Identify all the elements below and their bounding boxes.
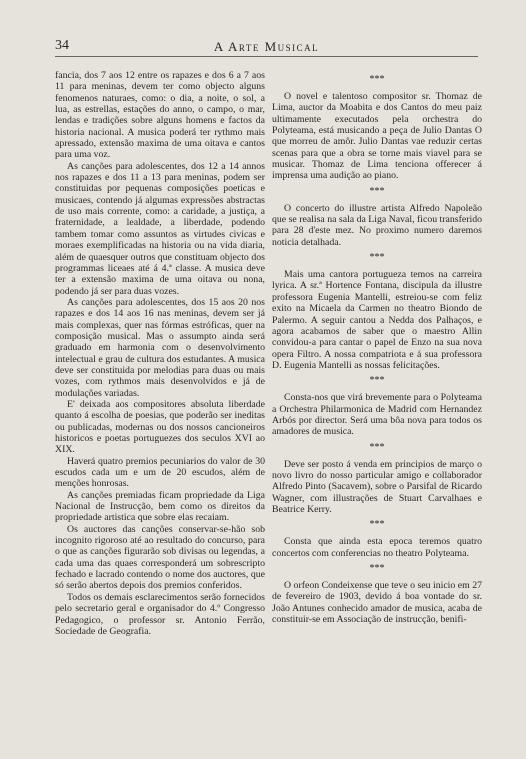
news-item: O orfeon Condeixense que teve o seu inicio em 27 de fevereiro de 1903, devido á boa vontade do sr. João Antunes conhecido amador de musica, acaba de constituir-se em Associação de instrucção, benifi- bbox=[272, 580, 482, 626]
page-number: 34 bbox=[55, 38, 69, 53]
paragraph: Haverá quatro premios pecuniarios do valor de 30 escudos cada um e um de 20 escudos, além de menções honrosas. bbox=[55, 455, 265, 490]
section-divider: *** bbox=[369, 74, 385, 85]
section-divider: *** bbox=[369, 441, 385, 453]
news-item: O novel e talentoso compositor sr. Thomaz de Lima, auctor da Moabita e dos Cantos do meu paiz ultimamente executados pela orchestra do Polyteama, está musicando a peça de Julio Dantas O que morreu de amôr. Julio Dantas vae reduzir certas scenas para que a obra se torne mais viavel para se musicar. Thomaz de Lima tenciona offerecer á imprensa uma audição ao piano. bbox=[272, 91, 482, 182]
right-column bbox=[272, 70, 482, 625]
section-divider: *** bbox=[369, 375, 385, 387]
header-rule bbox=[55, 56, 478, 57]
running-head bbox=[55, 34, 478, 56]
news-item: Consta que ainda esta epoca teremos quatro concertos com conferencias no theatro Polyteama. bbox=[272, 536, 482, 559]
paragraph: fancia, dos 7 aos 12 entre os rapazes e dos 6 a 7 aos 11 para meninas, devem ter como objecto alguns fenomenos naturaes, como: o dia, a noite, o sol, a lua, as estrellas, estações do anno, o campo, o mar, lendas e tradições sobre alguns homens e factos da historia nacional. A musica poderá ter rythmo mais apressado, extensão maxima de uma oitava e cantos para uma voz. bbox=[55, 70, 265, 161]
journal-title: A Arte Musical bbox=[213, 39, 320, 54]
section-divider: *** bbox=[369, 519, 385, 531]
left-column bbox=[55, 70, 265, 637]
paragraph: As canções para adolescentes, dos 12 a 14 annos nos rapazes e dos 11 a 13 para meninas, podem ser constituidas por pequenas composições poeticas e musicaes, contendo já algumas expressões abstractas de uso mais corrente, como: a caridade, a justiça, a fraternidade, a lealdade, a liberdade, podendo tambem tomar como assuntos as virtudes civicas e moraes exemplificadas na historia ou na vida diaria, além de quaesquer outros que constituam objecto dos programmas liceaes até á 4.ª classe. A musica deve ter a extensão maxima de uma oitava ou nona, podendo já ser para duas vozes. bbox=[55, 160, 265, 297]
paragraph: Os auctores das canções conservar-se-hão sob incognito rigoroso até ao resultado do concurso, para o que as canções figurarão sob divisas ou legendas, a cada uma das quaes corresponderá um sobrescripto fechado e lacrado contendo o nome dos auctores, que só serão abertos depois dos premios conferidos. bbox=[55, 523, 265, 592]
news-item: Consta-nos que virá brevemente para o Polyteama a Orchestra Philarmonica de Madrid com Hernandez Arbós por director. Será uma bôa nova para todos os amadores de musica. bbox=[272, 392, 482, 438]
section-divider: *** bbox=[369, 252, 385, 264]
paragraph: E' deixada aos compositores absoluta liberdade quanto á escolha de poesias, que poderão ser ineditas ou publicadas, modernas ou dos nossos cancioneiros historicos e poetas portuguezes dos seculos XVI ao XIX. bbox=[55, 398, 265, 456]
news-item: Mais uma cantora portugueza temos na carreira lyrica. A sr.ª Hortence Fontana, discipula da illustre professora Eugenia Mantelli, estreiou-se com feliz exito na Micaela da Carmen no theatro Biondo de Palermo. A seguir cantou a Nedda dos Palhaços, e agora acabamos de saber que o maestro Allin convidou-a para cantar o papel de Enzo na sua nova opera Filtro. A nossa compatriota e á sua professora D. Eugenia Mantelli as nossas felicitações. bbox=[272, 269, 482, 371]
news-item: Deve ser posto á venda em principios de março o novo livro do nosso particular amigo e collaborador Alfredo Pinto (Sacavem), sobre o Parsifal de Ricardo Wagner, com illustrações de Stuart Carvalhaes e Beatrice Kerry. bbox=[272, 458, 482, 515]
paragraph: As canções para adolescentes, dos 15 aos 20 nos rapazes e dos 14 aos 16 nas meninas, devem ser já mais complexas, quer nas fórmas estróficas, quer na composição musical. Mas o assumpto ainda será graduado em harmonia com o desenvolvimento intelectual e grau de cultura dos estudantes. A musica deve ser constituida por melodias para duas ou mais vozes, com rythmos mais desenvolvidos e já de modulações variadas. bbox=[55, 296, 265, 399]
paragraph: Todos os demais esclarecimentos serão fornecidos pelo secretario geral e organisador do 4.º Congresso Pedagogico, o professor sr. Antonio Ferrão, Sociedade de Geografia. bbox=[55, 591, 265, 637]
section-divider: *** bbox=[369, 185, 385, 197]
paragraph: As canções premiadas ficam propriedade da Liga Nacional de Instrucção, bem como os direitos da propriedade artistica que sobre elas recaiam. bbox=[55, 489, 265, 524]
news-item: O concerto do illustre artista Alfredo Napoleão que se realisa na sala da Liga Naval, ficou transferido para 28 d'este mez. No proximo numero daremos noticia detalhada. bbox=[272, 202, 482, 248]
section-divider: *** bbox=[369, 563, 385, 574]
